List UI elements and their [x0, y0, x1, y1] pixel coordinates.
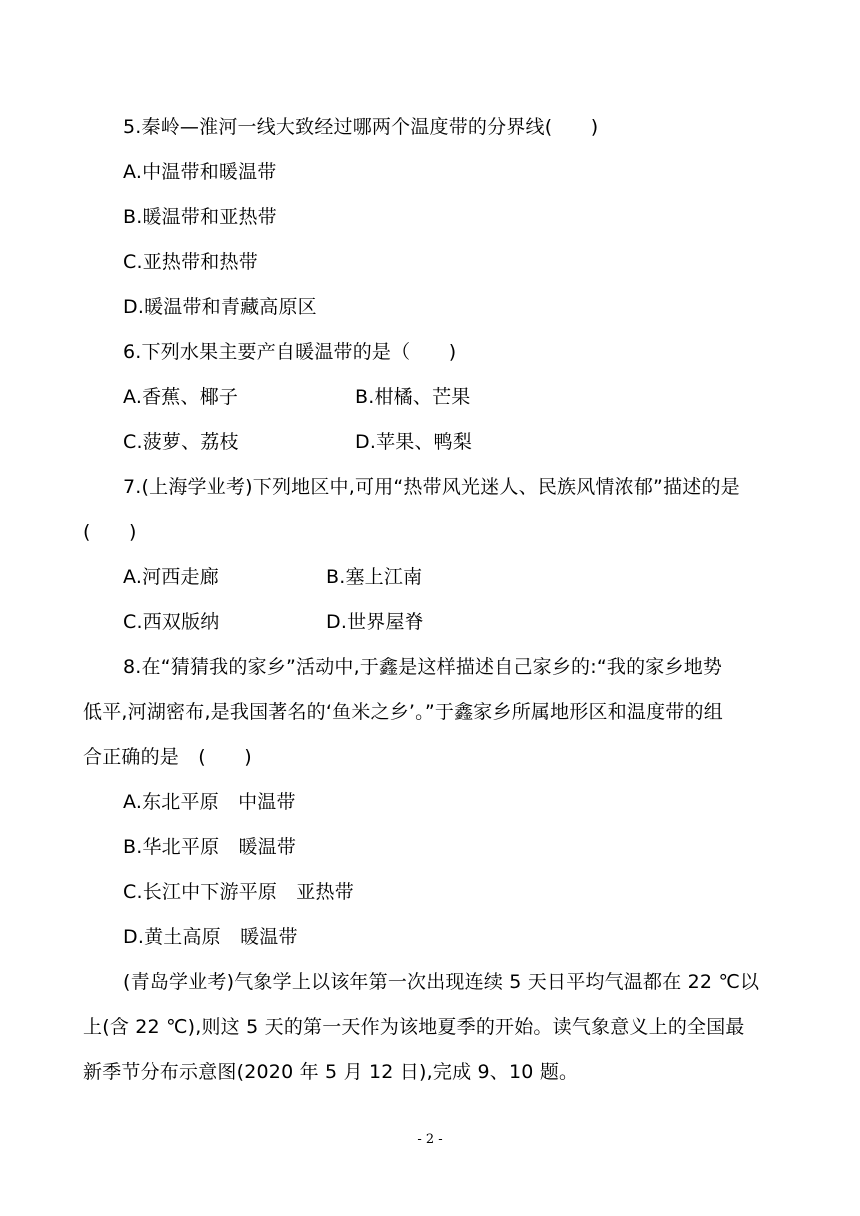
question-6-option-b: B.柑橘、芒果 — [355, 386, 471, 408]
question-7-option-c: C.西双版纳 — [123, 611, 220, 633]
question-5-option-a: A.中温带和暖温带 — [123, 161, 277, 183]
question-8-stem-line-1: 8.在“猜猜我的家乡”活动中,于鑫是这样描述自己家乡的:“我的家乡地势 — [123, 656, 723, 678]
question-8-stem-line-2: 低平,河湖密布,是我国著名的‘鱼米之乡’。”于鑫家乡所属地形区和温度带的组 — [83, 701, 723, 723]
question-7-option-a: A.河西走廊 — [123, 566, 219, 588]
question-8-option-a: A.东北平原 中温带 — [123, 791, 296, 813]
question-6-stem: 6.下列水果主要产自暖温带的是（ ) — [123, 341, 457, 363]
question-6-option-a: A.香蕉、椰子 — [123, 386, 239, 408]
question-7-stem-line-1: 7.(上海学业考)下列地区中,可用“热带风光迷人、民族风情浓郁”描述的是 — [123, 476, 740, 498]
question-8-option-d: D.黄土高原 暖温带 — [123, 926, 298, 948]
question-6-option-c: C.菠萝、荔枝 — [123, 431, 239, 453]
question-8-option-c: C.长江中下游平原 亚热带 — [123, 881, 354, 903]
question-7-stem-line-2: ( ) — [83, 521, 137, 543]
question-6-option-d: D.苹果、鸭梨 — [355, 431, 473, 453]
question-7-option-d: D.世界屋脊 — [326, 611, 424, 633]
question-5-option-b: B.暖温带和亚热带 — [123, 206, 277, 228]
page-number: - 2 - — [417, 1132, 443, 1147]
question-5-option-c: C.亚热带和热带 — [123, 251, 258, 273]
question-5-option-d: D.暖温带和青藏高原区 — [123, 296, 317, 318]
question-7-option-b: B.塞上江南 — [326, 566, 423, 588]
question-8-option-b: B.华北平原 暖温带 — [123, 836, 297, 858]
question-8-stem-line-3: 合正确的是 ( ) — [83, 746, 252, 768]
intro-line-1: (青岛学业考)气象学上以该年第一次出现连续 5 天日平均气温都在 22 ℃以 — [123, 971, 760, 993]
intro-line-2: 上(含 22 ℃),则这 5 天的第一天作为该地夏季的开始。读气象意义上的全国最 — [83, 1016, 745, 1038]
question-5-stem: 5.秦岭—淮河一线大致经过哪两个温度带的分界线( ) — [123, 116, 599, 138]
intro-line-3: 新季节分布示意图(2020 年 5 月 12 日),完成 9、10 题。 — [83, 1061, 579, 1083]
